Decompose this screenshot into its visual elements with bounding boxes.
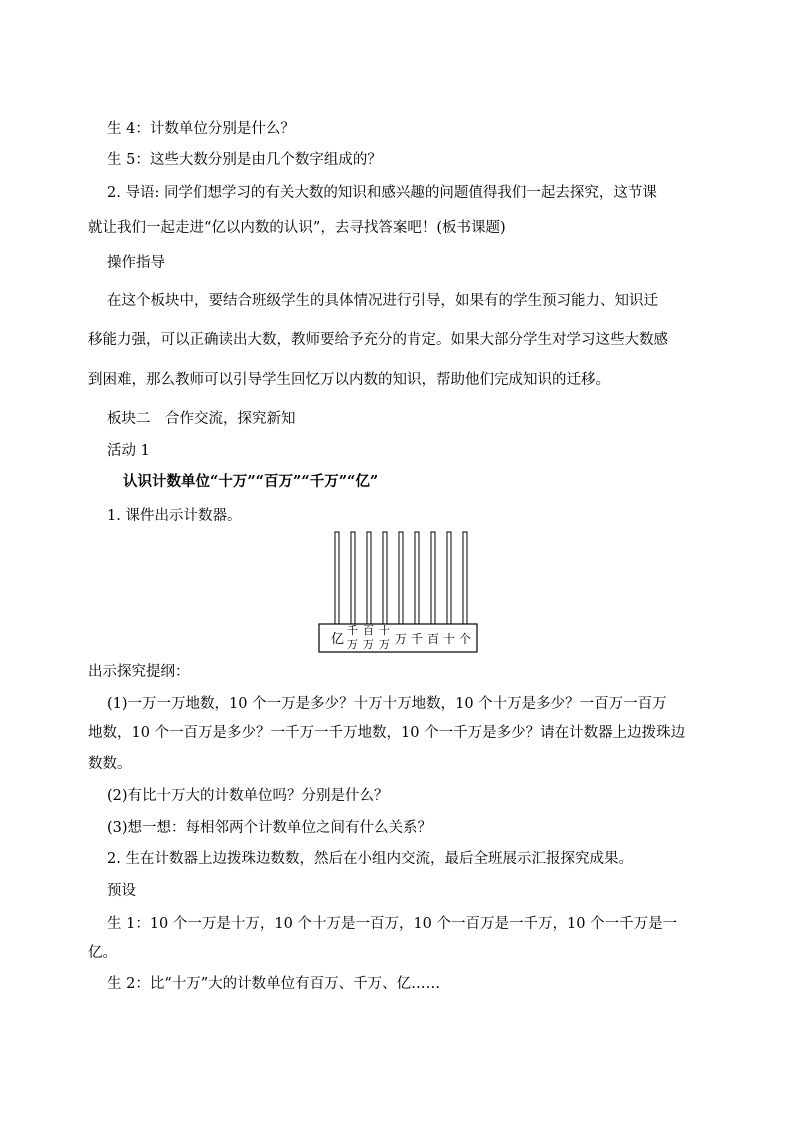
line-student-1: 生 1：10 个一万是十万，10 个十万是一百万，10 个一百万是一千万，10 个一千万是一 — [107, 916, 678, 932]
line-outline-1-end: 数数。 — [88, 756, 132, 772]
line-intro-cont: 就让我们一起走进“亿以内数的认识”，去寻找答案吧！(板书课题) — [88, 220, 506, 236]
line-student-2: 生 2：比“十万”大的计数单位有百万、千万、亿…… — [107, 976, 441, 992]
place-label-baiwan-bottom: 万 — [363, 638, 374, 651]
place-label-wan: 万 — [395, 632, 408, 646]
place-label-ge: 个 — [459, 632, 472, 646]
line-student-1-cont: 亿。 — [88, 945, 117, 961]
abacus-rod — [431, 532, 435, 624]
place-label-qian: 千 — [411, 632, 424, 646]
line-guide-2: 移能力强，可以正确读出大数，教师要给予充分的肯定。如果大部分学生对学习这些大数感 — [88, 332, 668, 348]
place-label-shiwan-bottom: 万 — [379, 638, 390, 651]
place-label-shiwan-top: 十 — [379, 624, 390, 637]
heading-preset: 预设 — [107, 883, 136, 899]
line-outline-title: 出示探究提纲： — [88, 664, 190, 680]
place-label-bai: 百 — [427, 632, 440, 646]
abacus-rod — [335, 532, 339, 624]
place-label-shi: 十 — [443, 632, 456, 646]
line-outline-3: (3)想一想：每相邻两个计数单位之间有什么关系？ — [107, 820, 433, 836]
heading-operation-guide: 操作指导 — [107, 255, 165, 271]
abacus-rod — [367, 532, 371, 624]
abacus-rod — [399, 532, 403, 624]
place-label-qianwan-bottom: 万 — [347, 638, 358, 651]
abacus-rod — [383, 532, 387, 624]
line-outline-1: (1)一万一万地数，10 个一万是多少？十万十万地数，10 个十万是多少？一百万一百万 — [107, 696, 667, 712]
place-label-qianwan-top: 千 — [347, 624, 358, 637]
line-student-5: 生 5：这些大数分别是由几个数字组成的？ — [107, 152, 382, 168]
place-label-yi: 亿 — [331, 632, 345, 647]
abacus-diagram — [318, 530, 478, 654]
line-step-2: 2. 生在计数器上边拨珠边数数，然后在小组内交流，最后全班展示汇报探究成果。 — [107, 851, 633, 867]
abacus-rod — [447, 532, 451, 624]
abacus-rod — [351, 532, 355, 624]
abacus-rod — [415, 532, 419, 624]
line-show-counter: 1. 课件出示计数器。 — [107, 508, 242, 524]
line-intro: 2. 导语: 同学们想学习的有关大数的知识和感兴趣的问题值得我们一起去探究，这节课 — [107, 185, 657, 201]
line-outline-2: (2)有比十万大的计数单位吗？分别是什么？ — [107, 788, 389, 804]
line-guide-1: 在这个板块中，要结合班级学生的具体情况进行引导，如果有的学生预习能力、知识迁 — [107, 293, 658, 309]
heading-section-2: 板块二 合作交流，探究新知 — [107, 411, 296, 427]
abacus-rod — [463, 532, 467, 624]
place-label-baiwan-top: 百 — [363, 624, 374, 637]
line-guide-3: 到困难，那么教师可以引导学生回忆万以内数的知识，帮助他们完成知识的迁移。 — [88, 372, 610, 388]
line-student-4: 生 4：计数单位分别是什么？ — [107, 121, 295, 137]
heading-activity-1: 活动 1 — [107, 443, 150, 459]
activity-title: 认识计数单位“十万”“百万”“千万”“亿” — [123, 473, 379, 490]
line-outline-1-cont: 地数，10 个一百万是多少？一千万一千万地数，10 个一千万是多少？请在计数器上边拨珠边 — [88, 725, 686, 741]
abacus-rods — [335, 532, 467, 624]
